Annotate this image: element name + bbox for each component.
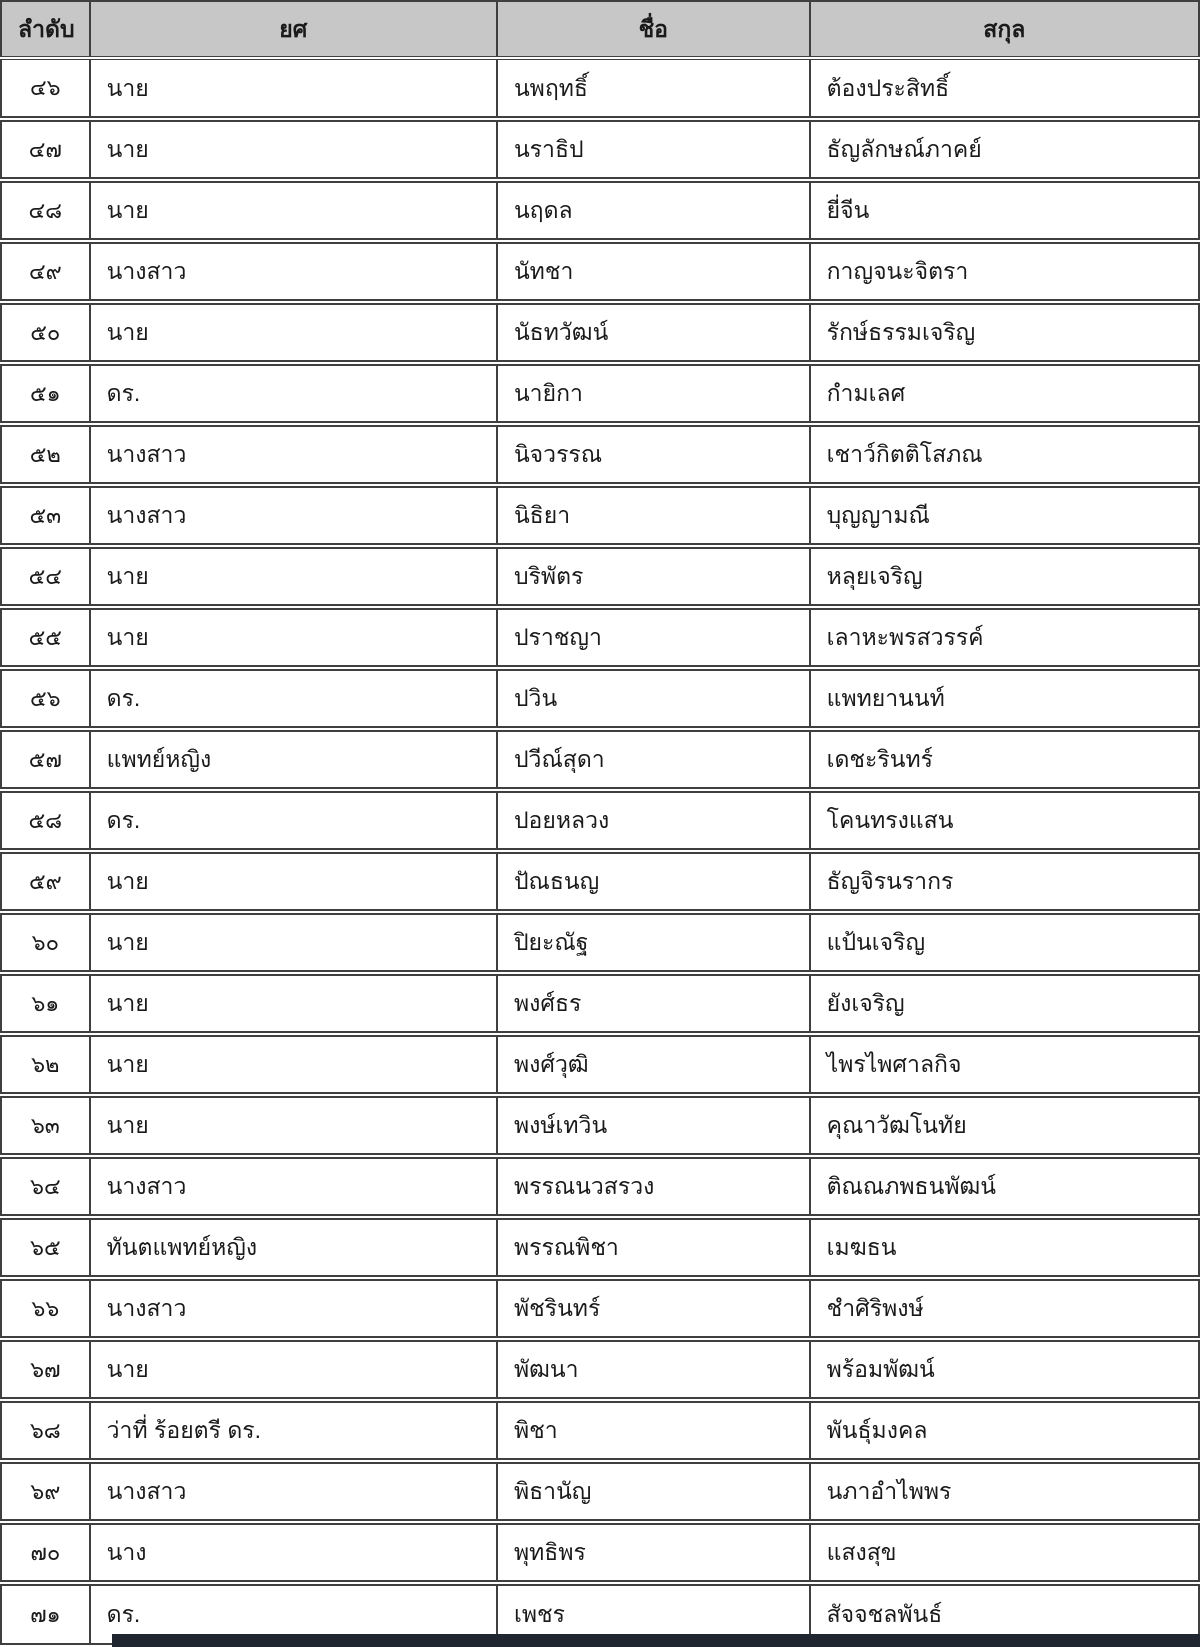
cell-index: ๔๘ xyxy=(1,180,90,241)
cell-index: ๔๙ xyxy=(1,241,90,302)
cell-index: ๖๙ xyxy=(1,1461,90,1522)
table-row xyxy=(1,790,1199,851)
cell-firstname: พรรณนวสรวง xyxy=(497,1156,810,1217)
cell-title: แพทย์หญิง xyxy=(90,729,497,790)
cell-index: ๕๗ xyxy=(1,729,90,790)
cell-firstname: พรรณพิชา xyxy=(497,1217,810,1278)
cell-firstname: พัชรินทร์ xyxy=(497,1278,810,1339)
cell-surname: หลุยเจริญ xyxy=(810,546,1199,607)
table-body xyxy=(1,58,1199,1644)
cell-firstname: บริพัตร xyxy=(497,546,810,607)
cell-surname: ต้องประสิทธิ์ xyxy=(810,58,1199,119)
cell-index: ๖๗ xyxy=(1,1339,90,1400)
cell-title: นาย xyxy=(90,546,497,607)
cell-title: นาย xyxy=(90,58,497,119)
cell-surname: แป้นเจริญ xyxy=(810,912,1199,973)
cell-index: ๕๕ xyxy=(1,607,90,668)
column-header-title: ยศ xyxy=(90,1,497,58)
cell-title: ทันตแพทย์หญิง xyxy=(90,1217,497,1278)
table-row xyxy=(1,1095,1199,1156)
cell-index: ๖๑ xyxy=(1,973,90,1034)
cell-firstname: พงศ์วุฒิ xyxy=(497,1034,810,1095)
cell-firstname: ปิยะณัฐ xyxy=(497,912,810,973)
column-header-index: ลำดับ xyxy=(1,1,90,58)
cell-firstname: พงษ์เทวิน xyxy=(497,1095,810,1156)
cell-firstname: ปวิน xyxy=(497,668,810,729)
cell-index: ๕๒ xyxy=(1,424,90,485)
cell-surname: บุญญามณี xyxy=(810,485,1199,546)
cell-index: ๕๓ xyxy=(1,485,90,546)
cell-surname: คุณาวัฒโนทัย xyxy=(810,1095,1199,1156)
cell-surname: แพทยานนท์ xyxy=(810,668,1199,729)
cell-surname: โคนทรงแสน xyxy=(810,790,1199,851)
cell-title: นางสาว xyxy=(90,241,497,302)
cell-firstname: นัทชา xyxy=(497,241,810,302)
cell-firstname: พัฒนา xyxy=(497,1339,810,1400)
table-row xyxy=(1,1400,1199,1461)
cell-index: ๖๒ xyxy=(1,1034,90,1095)
cell-firstname: เพชร xyxy=(497,1583,810,1644)
cell-surname: ยังเจริญ xyxy=(810,973,1199,1034)
table-row xyxy=(1,973,1199,1034)
table-row xyxy=(1,851,1199,912)
cell-title: ดร. xyxy=(90,1583,497,1644)
cell-surname: กาญจนะจิตรา xyxy=(810,241,1199,302)
table-row xyxy=(1,546,1199,607)
cell-index: ๕๔ xyxy=(1,546,90,607)
table-row xyxy=(1,1156,1199,1217)
table-row xyxy=(1,1339,1199,1400)
cell-title: นางสาว xyxy=(90,1461,497,1522)
table-row xyxy=(1,1522,1199,1583)
cell-title: นาย xyxy=(90,1095,497,1156)
cell-firstname: พงศ์ธร xyxy=(497,973,810,1034)
cell-surname: ธัญลักษณ์ภาคย์ xyxy=(810,119,1199,180)
cell-title: นางสาว xyxy=(90,1156,497,1217)
cell-title: นางสาว xyxy=(90,485,497,546)
cell-surname: ไพรไพศาลกิจ xyxy=(810,1034,1199,1095)
cell-surname: นภาอำไพพร xyxy=(810,1461,1199,1522)
cell-index: ๕๘ xyxy=(1,790,90,851)
table-row xyxy=(1,241,1199,302)
cell-title: นาย xyxy=(90,607,497,668)
cell-index: ๕๑ xyxy=(1,363,90,424)
column-header-surname: สกุล xyxy=(810,1,1199,58)
cell-surname: เชาว์กิตติโสภณ xyxy=(810,424,1199,485)
cell-title: ดร. xyxy=(90,668,497,729)
cell-title: นาย xyxy=(90,180,497,241)
table-row xyxy=(1,1217,1199,1278)
cell-surname: ยี่จีน xyxy=(810,180,1199,241)
cell-surname: เมฆธน xyxy=(810,1217,1199,1278)
cell-firstname: ปราชญา xyxy=(497,607,810,668)
cell-surname: พร้อมพัฒน์ xyxy=(810,1339,1199,1400)
cell-title: นาย xyxy=(90,851,497,912)
cell-index: ๔๖ xyxy=(1,58,90,119)
cell-firstname: ปอยหลวง xyxy=(497,790,810,851)
cell-firstname: ปวีณ์สุดา xyxy=(497,729,810,790)
cell-surname: ติณณภพธนพัฒน์ xyxy=(810,1156,1199,1217)
cell-index: ๗๑ xyxy=(1,1583,90,1644)
cell-surname: แสงสุข xyxy=(810,1522,1199,1583)
cell-firstname: นายิกา xyxy=(497,363,810,424)
cell-index: ๖๕ xyxy=(1,1217,90,1278)
cell-index: ๔๗ xyxy=(1,119,90,180)
table-row xyxy=(1,424,1199,485)
cell-title: นาย xyxy=(90,912,497,973)
cell-title: นาย xyxy=(90,302,497,363)
cell-index: ๗๐ xyxy=(1,1522,90,1583)
cell-firstname: พิชา xyxy=(497,1400,810,1461)
cell-surname: ธัญจิรนรากร xyxy=(810,851,1199,912)
cell-title: นาย xyxy=(90,973,497,1034)
cell-title: นาย xyxy=(90,1339,497,1400)
cell-firstname: นิธิยา xyxy=(497,485,810,546)
cell-surname: สัจจชลพันธ์ xyxy=(810,1583,1199,1644)
cell-title: นางสาว xyxy=(90,1278,497,1339)
cell-title: ดร. xyxy=(90,363,497,424)
cell-surname: พันธุ์มงคล xyxy=(810,1400,1199,1461)
cell-surname: กำมเลศ xyxy=(810,363,1199,424)
cell-title: นาย xyxy=(90,119,497,180)
table-row xyxy=(1,302,1199,363)
cell-index: ๖๔ xyxy=(1,1156,90,1217)
cell-index: ๖๐ xyxy=(1,912,90,973)
cell-firstname: ปัณธนญ xyxy=(497,851,810,912)
bottom-crop-band xyxy=(112,1634,1200,1647)
cell-firstname: นราธิป xyxy=(497,119,810,180)
table-row xyxy=(1,607,1199,668)
cell-firstname: นิจวรรณ xyxy=(497,424,810,485)
table-row xyxy=(1,912,1199,973)
cell-surname: ชำศิริพงษ์ xyxy=(810,1278,1199,1339)
table-row xyxy=(1,668,1199,729)
cell-index: ๖๘ xyxy=(1,1400,90,1461)
column-header-firstname: ชื่อ xyxy=(497,1,810,58)
table-row xyxy=(1,119,1199,180)
cell-firstname: นัธทวัฒน์ xyxy=(497,302,810,363)
table-row xyxy=(1,729,1199,790)
cell-title: นาย xyxy=(90,1034,497,1095)
cell-title: นาง xyxy=(90,1522,497,1583)
cell-index: ๕๖ xyxy=(1,668,90,729)
cell-firstname: พุทธิพร xyxy=(497,1522,810,1583)
cell-index: ๕๙ xyxy=(1,851,90,912)
table-row xyxy=(1,1034,1199,1095)
table-row xyxy=(1,1461,1199,1522)
table-row xyxy=(1,58,1199,119)
table-row xyxy=(1,180,1199,241)
cell-firstname: พิธานัญ xyxy=(497,1461,810,1522)
table-header-row xyxy=(1,1,1199,58)
table-row xyxy=(1,1278,1199,1339)
table-row xyxy=(1,485,1199,546)
cell-title: ดร. xyxy=(90,790,497,851)
cell-firstname: นพฤทธิ์ xyxy=(497,58,810,119)
cell-index: ๖๓ xyxy=(1,1095,90,1156)
cell-surname: เดชะรินทร์ xyxy=(810,729,1199,790)
cell-surname: รักษ์ธรรมเจริญ xyxy=(810,302,1199,363)
cell-index: ๕๐ xyxy=(1,302,90,363)
cell-surname: เลาหะพรสวรรค์ xyxy=(810,607,1199,668)
cell-firstname: นฤดล xyxy=(497,180,810,241)
cell-index: ๖๖ xyxy=(1,1278,90,1339)
cell-title: ว่าที่ ร้อยตรี ดร. xyxy=(90,1400,497,1461)
table-row xyxy=(1,363,1199,424)
cell-title: นางสาว xyxy=(90,424,497,485)
